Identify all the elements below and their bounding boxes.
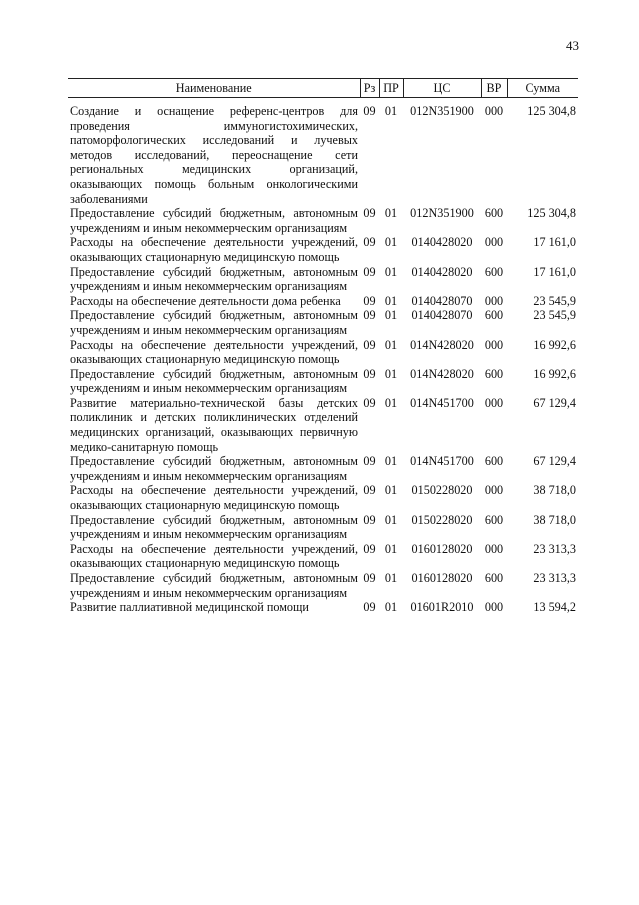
table-row [68, 308, 578, 337]
row-pr: 01 [384, 541, 398, 556]
row-name: Расходы на обеспечение деятельности учреждений, оказывающих стационарную медицинскую помощь [70, 337, 358, 367]
row-rz: 09 [363, 104, 376, 118]
row-rz: 09 [363, 235, 376, 250]
table-row [68, 454, 578, 483]
row-cs: 014N451700 [410, 454, 474, 469]
row-sum: 23 313,3 [533, 541, 576, 556]
row-name: Развитие паллиативной медицинской помощи [70, 600, 309, 615]
row-cs: 0140428070 [411, 293, 473, 308]
page-number: 43 [566, 38, 579, 53]
row-pr: 01 [384, 454, 398, 469]
row-name: Предоставление субсидий бюджетным, автономным учреждениям и иным некоммерческим организациям [70, 308, 358, 337]
row-name: Предоставление субсидий бюджетным, автономным учреждениям и иным некоммерческим организациям [70, 571, 358, 600]
row-rz: 09 [363, 571, 376, 585]
row-name: Расходы на обеспечение деятельности дома ребенка [70, 293, 341, 308]
table-row [68, 206, 578, 235]
row-vr: 000 [484, 337, 504, 352]
row-pr: 01 [384, 264, 398, 279]
row-name: Создание и оснащение референс-центров для проведения иммуногистохимических, патоморфологических исследований и лучевых методов исследований, переоснащение сети региональных медицинских организаций, оказывающих помощь больным онкологическими заболеваниями [70, 104, 358, 206]
row-pr: 01 [384, 308, 398, 323]
row-cs: 01601R2010 [410, 600, 474, 615]
row-name: Предоставление субсидий бюджетным, автономным учреждениям и иным некоммерческим организациям [70, 264, 358, 294]
row-name: Предоставление субсидий бюджетным, автономным учреждениям и иным некоммерческим организациям [70, 206, 358, 235]
budget-table [68, 78, 578, 615]
row-sum: 16 992,6 [533, 366, 576, 381]
row-name: Расходы на обеспечение деятельности учреждений, оказывающих стационарную медицинскую помощь [70, 541, 358, 571]
row-cs: 014N428020 [410, 337, 474, 352]
row-cs: 0160128020 [411, 571, 473, 585]
row-vr: 000 [484, 541, 504, 556]
table-row [68, 483, 578, 512]
row-vr: 600 [484, 512, 504, 527]
row-vr: 000 [484, 104, 504, 118]
row-rz: 09 [363, 483, 376, 498]
row-sum: 125 304,8 [527, 206, 576, 221]
row-sum: 67 129,4 [533, 395, 576, 410]
row-rz: 09 [363, 541, 376, 556]
row-sum: 16 992,6 [533, 337, 576, 352]
row-sum: 23 545,9 [533, 293, 576, 308]
row-name: Предоставление субсидий бюджетным, автономным учреждениям и иным некоммерческим организациям [70, 366, 358, 396]
row-vr: 600 [484, 264, 504, 279]
row-sum: 38 718,0 [533, 512, 576, 527]
row-vr: 000 [484, 483, 504, 498]
row-sum: 125 304,8 [527, 104, 576, 118]
table-body [68, 98, 578, 615]
row-pr: 01 [384, 293, 398, 308]
row-sum: 13 594,2 [533, 600, 576, 615]
row-name: Предоставление субсидий бюджетным, автономным учреждениям и иным некоммерческим организациям [70, 512, 358, 542]
row-rz: 09 [363, 600, 376, 615]
table-row [68, 294, 578, 309]
row-rz: 09 [363, 264, 376, 279]
row-cs: 0150228020 [411, 483, 473, 498]
table-row [68, 542, 578, 571]
row-sum: 23 313,3 [533, 571, 576, 585]
table-row [68, 104, 578, 206]
row-pr: 01 [384, 235, 398, 250]
row-vr: 000 [484, 600, 504, 615]
row-name: Расходы на обеспечение деятельности учреждений, оказывающих стационарную медицинскую помощь [70, 235, 358, 264]
row-vr: 600 [484, 366, 504, 381]
table-row [68, 265, 578, 294]
header-rz: Рз [360, 79, 379, 98]
header-pr: ПР [379, 79, 403, 98]
row-pr: 01 [384, 571, 398, 585]
row-vr: 000 [484, 293, 504, 308]
row-cs: 014N451700 [410, 395, 474, 410]
row-cs: 0150228020 [411, 512, 473, 527]
row-vr: 000 [484, 235, 504, 250]
table-header-row [68, 79, 578, 98]
row-name: Развитие материально-технической базы детских поликлиник и детских поликлинических отделений медицинских организаций, оказывающих первичную медико-санитарную помощь [70, 395, 358, 454]
row-cs: 0140428020 [411, 264, 473, 279]
row-vr: 600 [484, 308, 504, 323]
row-cs: 0160128020 [411, 541, 473, 556]
row-pr: 01 [384, 206, 398, 221]
header-vr: ВР [481, 79, 507, 98]
row-pr: 01 [384, 395, 398, 410]
row-pr: 01 [384, 366, 398, 381]
row-pr: 01 [384, 600, 398, 615]
row-vr: 600 [484, 206, 504, 221]
table-row [68, 367, 578, 396]
row-sum: 23 545,9 [533, 308, 576, 323]
row-pr: 01 [384, 512, 398, 527]
table-row [68, 338, 578, 367]
row-cs: 0140428070 [411, 308, 473, 323]
row-cs: 0140428020 [411, 235, 473, 250]
row-vr: 600 [484, 571, 504, 585]
row-cs: 012N351900 [410, 206, 474, 221]
row-pr: 01 [384, 483, 398, 498]
table-row [68, 571, 578, 600]
table-row [68, 235, 578, 264]
header-sum: Сумма [507, 79, 578, 98]
row-name: Предоставление субсидий бюджетным, автономным учреждениям и иным некоммерческим организациям [70, 454, 358, 483]
row-vr: 000 [484, 395, 504, 410]
row-cs: 012N351900 [410, 104, 474, 118]
table-row [68, 396, 578, 454]
row-rz: 09 [363, 454, 376, 469]
row-pr: 01 [384, 337, 398, 352]
row-rz: 09 [363, 337, 376, 352]
row-rz: 09 [363, 366, 376, 381]
row-sum: 67 129,4 [533, 454, 576, 469]
row-sum: 38 718,0 [533, 483, 576, 498]
row-cs: 014N428020 [410, 366, 474, 381]
header-name: Наименование [68, 79, 360, 98]
row-rz: 09 [363, 206, 376, 221]
row-rz: 09 [363, 395, 376, 410]
row-sum: 17 161,0 [533, 264, 576, 279]
header-cs: ЦС [403, 79, 481, 98]
row-rz: 09 [363, 293, 376, 308]
row-rz: 09 [363, 308, 376, 323]
row-sum: 17 161,0 [533, 235, 576, 250]
row-name: Расходы на обеспечение деятельности учреждений, оказывающих стационарную медицинскую помощь [70, 483, 358, 513]
row-rz: 09 [363, 512, 376, 527]
row-pr: 01 [384, 104, 398, 118]
table-row [68, 600, 578, 615]
table-row [68, 513, 578, 542]
row-vr: 600 [484, 454, 504, 469]
